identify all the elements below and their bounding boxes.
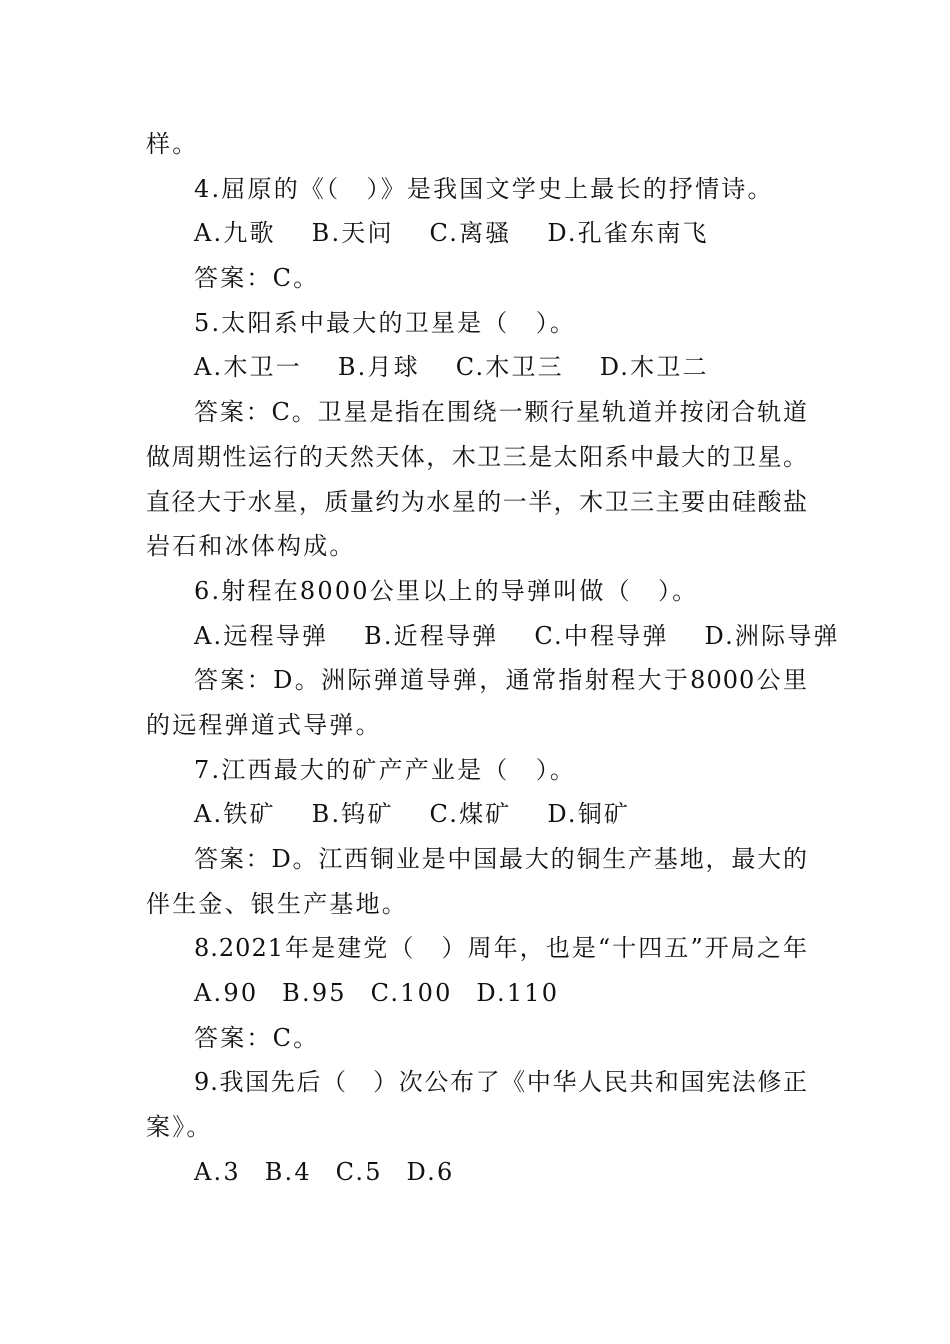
option-b: B.天问	[311, 219, 394, 248]
answer-5-line-2: 做周期性运行的天然天体，木卫三是太阳系中最大的卫星。	[146, 442, 808, 471]
question-9-line-1: 9.我国先后（ ）次公布了《中华人民共和国宪法修正	[194, 1068, 808, 1097]
option-b: B.95	[282, 979, 347, 1008]
answer-7-line-2: 伴生金、银生产基地。	[146, 889, 408, 918]
option-b: B.月球	[337, 353, 420, 382]
question-9-line-2: 案》。	[146, 1113, 213, 1142]
option-d: D.110	[476, 979, 560, 1008]
answer-5-line-1: 答案：C。卫星是指在围绕一颗行星轨道并按闭合轨道	[194, 398, 808, 427]
answer-5-line-3: 直径大于水星，质量约为水星的一半，木卫三主要由硅酸盐	[146, 487, 808, 516]
option-c: C.中程导弹	[534, 621, 669, 650]
question-6-options	[146, 614, 840, 659]
question-5: 5.太阳系中最大的卫星是（ ）。	[194, 308, 577, 337]
question-8: 8.2021年是建党（ ）周年，也是“十四五”开局之年	[194, 934, 808, 963]
option-d: D.洲际导弹	[704, 621, 840, 650]
answer-7-line-1: 答案：D。江西铜业是中国最大的铜生产基地，最大的	[194, 845, 808, 873]
answer-6-line-1: 答案：D。洲际弹道导弹，通常指射程大于8000公里	[194, 666, 808, 695]
question-9-options	[146, 1150, 808, 1195]
option-c: C.木卫三	[455, 353, 564, 382]
option-b: B.钨矿	[311, 800, 394, 829]
option-c: C.离骚	[429, 219, 512, 248]
option-d: D.6	[406, 1157, 455, 1186]
paragraph-continuation: 样。	[146, 130, 199, 158]
option-c: C.煤矿	[429, 800, 512, 829]
option-a: A.铁矿	[194, 800, 276, 829]
option-b: B.4	[264, 1157, 312, 1186]
question-4-options	[146, 211, 808, 256]
option-c: C.100	[370, 979, 453, 1008]
question-8-options	[146, 971, 808, 1016]
option-b: B.近程导弹	[364, 621, 499, 650]
option-a: A.木卫一	[194, 353, 302, 382]
option-d: D.铜矿	[547, 800, 631, 829]
question-5-options	[146, 345, 808, 390]
question-4: 4.屈原的《（ ）》是我国文学史上最长的抒情诗。	[194, 174, 774, 203]
answer-5-line-4: 岩石和冰体构成。	[146, 532, 356, 561]
document-body	[146, 122, 840, 1195]
question-6: 6.射程在8000公里以上的导弹叫做（ ）。	[194, 576, 699, 605]
answer-4: 答案：C。	[194, 264, 320, 293]
option-c: C.5	[335, 1157, 383, 1186]
answer-6-line-2: 的远程弹道式导弹。	[146, 710, 382, 739]
option-d: D.木卫二	[599, 353, 709, 382]
question-7-options	[146, 792, 808, 837]
option-a: A.远程导弹	[194, 621, 329, 650]
question-7: 7.江西最大的矿产产业是（ ）。	[194, 755, 577, 784]
option-a: A.90	[194, 979, 259, 1008]
option-d: D.孔雀东南飞	[547, 219, 709, 248]
answer-8: 答案：C。	[194, 1023, 320, 1052]
option-a: A.九歌	[194, 219, 276, 248]
option-a: A.3	[194, 1157, 241, 1186]
